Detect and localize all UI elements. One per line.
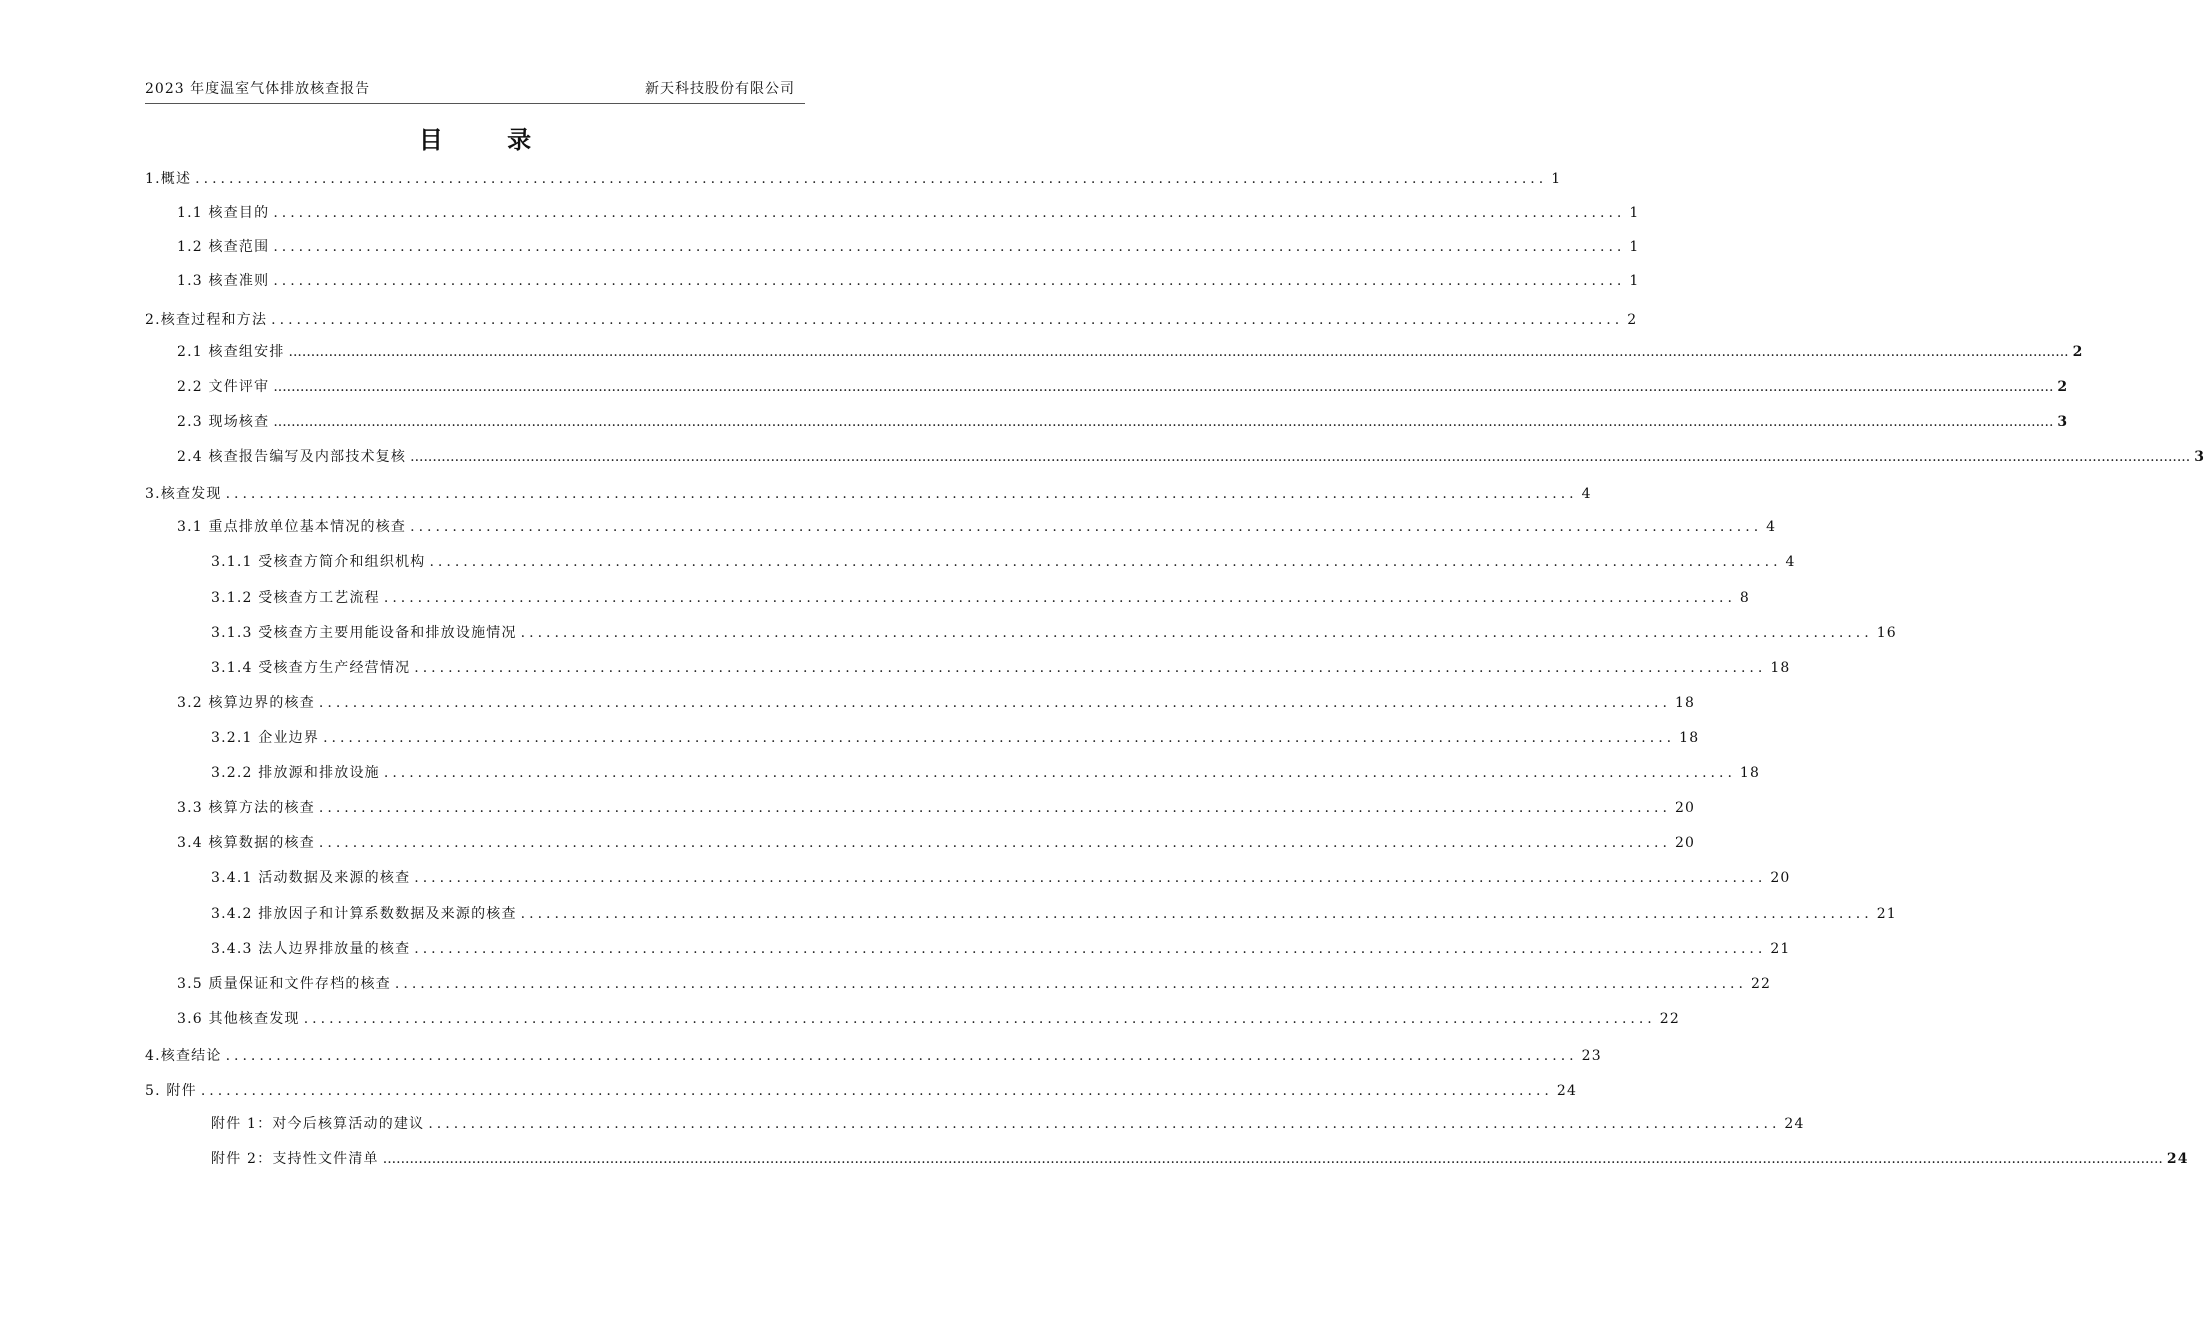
toc-entry[interactable] — [0, 1147, 2189, 1171]
toc-entry-label: 2.2 文件评审 — [177, 379, 270, 395]
toc-entry-label: 3.1.2 受核查方工艺流程 — [211, 590, 380, 606]
toc-entry-label: 2.4 核查报告编写及内部技术复核 — [177, 449, 407, 465]
toc-dot-leader: ................................................................................................................................................................................................................................................................................................................................................................................................................ — [273, 414, 2054, 430]
toc-entry-label: 2.1 核查组安排 — [177, 344, 285, 360]
toc-entry[interactable] — [0, 235, 1640, 259]
toc-entry-label: 附件 2：支持性文件清单 — [211, 1151, 379, 1167]
toc-entry-label: 3.1 重点排放单位基本情况的核查 — [177, 519, 407, 535]
toc-entry-label: 3.1.4 受核查方生产经营情况 — [211, 660, 411, 676]
toc-entry-page: 1 — [1629, 273, 1640, 289]
toc-dot-leader: ................................................................................................................................................................ — [394, 976, 1747, 992]
toc-entry-label: 3.5 质量保证和文件存档的核查 — [177, 976, 391, 992]
toc-dot-leader: ................................................................................................................................................................ — [318, 800, 1671, 816]
toc-dot-leader: ................................................................................................................................................................ — [318, 695, 1671, 711]
toc-entry-label: 3.4.3 法人边界排放量的核查 — [211, 941, 411, 957]
toc-entry-page: 18 — [1674, 695, 1696, 711]
toc-entry-page: 22 — [1659, 1011, 1680, 1027]
toc-dot-leader: ................................................................................................................................................................ — [414, 660, 1767, 676]
toc-entry[interactable] — [0, 375, 2069, 399]
toc-entry-page: 2 — [1627, 312, 1638, 328]
toc-entry-label: 1.3 核查准则 — [177, 273, 270, 289]
toc-entry[interactable] — [0, 691, 1696, 715]
toc-entry-page: 4 — [1766, 519, 1777, 535]
toc-dot-leader: ................................................................................................................................................................ — [318, 835, 1671, 851]
toc-dot-leader: ................................................................................................................................................................................................................................................................................................................................................................................................................ — [410, 449, 2191, 465]
toc-dot-leader: ................................................................................................................................................................ — [323, 730, 1676, 746]
toc-entry-label: 3.1.3 受核查方主要用能设备和排放设施情况 — [211, 625, 517, 641]
toc-entry[interactable] — [0, 482, 1592, 506]
toc-entry-page: 16 — [1876, 625, 1897, 641]
toc-dot-leader: ................................................................................................................................................................ — [414, 941, 1767, 957]
toc-dot-leader: ................................................................................................................................................................................................................................................................................................................................................................................................................ — [273, 379, 2054, 395]
toc-entry[interactable] — [0, 1007, 1680, 1031]
toc-entry[interactable] — [0, 269, 1640, 293]
toc-entry[interactable] — [0, 1044, 1602, 1068]
toc-entry-label: 2.核查过程和方法 — [145, 312, 268, 328]
toc-entry[interactable] — [0, 515, 1777, 539]
toc-entry-label: 3.4.1 活动数据及来源的核查 — [211, 870, 411, 886]
toc-entry-page: 4 — [1581, 486, 1592, 502]
toc-entry-page: 8 — [1739, 590, 1751, 606]
toc-dot-leader: ................................................................................................................................................................ — [273, 205, 1626, 221]
toc-entry-label: 1.2 核查范围 — [177, 239, 270, 255]
toc-entry-page: 21 — [1770, 941, 1791, 957]
toc-entry[interactable] — [0, 796, 1696, 820]
toc-dot-leader: ................................................................................................................................................................ — [429, 554, 1782, 570]
toc-entry[interactable] — [0, 656, 1791, 680]
toc-entry[interactable] — [0, 340, 2084, 364]
toc-entry-page: 2 — [2072, 344, 2084, 360]
toc-dot-leader: ................................................................................................................................................................ — [271, 312, 1624, 328]
toc-entry[interactable] — [0, 550, 1796, 574]
toc-entry-page: 20 — [1770, 870, 1791, 886]
toc-entry-label: 3.核查发现 — [145, 486, 222, 502]
toc-dot-leader: ................................................................................................................................................................ — [428, 1116, 1781, 1132]
toc-entry-label: 3.6 其他核查发现 — [177, 1011, 300, 1027]
header-divider — [145, 103, 805, 104]
toc-dot-leader: ................................................................................................................................................................ — [520, 625, 1873, 641]
toc-entry-page: 3 — [2194, 449, 2205, 465]
toc-entry[interactable] — [0, 902, 1897, 926]
toc-entry-label: 3.2.2 排放源和排放设施 — [211, 765, 380, 781]
toc-entry[interactable] — [0, 761, 1761, 785]
toc-entry-label: 1.概述 — [145, 171, 192, 187]
toc-entry-page: 2 — [2057, 379, 2069, 395]
toc-entry[interactable] — [0, 308, 1638, 332]
toc-dot-leader: ................................................................................................................................................................ — [225, 1048, 1578, 1064]
toc-entry[interactable] — [0, 201, 1640, 225]
toc-dot-leader: ................................................................................................................................................................................................................................................................................................................................................................................................................ — [288, 344, 2069, 360]
toc-entry-page: 24 — [1784, 1116, 1805, 1132]
toc-entry[interactable] — [0, 866, 1791, 890]
header-report-title: 2023 年度温室气体排放核查报告 — [145, 81, 371, 97]
header-company-name: 新天科技股份有限公司 — [645, 81, 795, 97]
toc-dot-leader: ................................................................................................................................................................ — [414, 870, 1767, 886]
toc-entry[interactable] — [0, 726, 1700, 750]
toc-entry-label: 3.1.1 受核查方简介和组织机构 — [211, 554, 426, 570]
toc-entry-page: 21 — [1876, 906, 1897, 922]
toc-entry-label: 1.1 核查目的 — [177, 205, 270, 221]
toc-entry[interactable] — [0, 937, 1791, 961]
toc-entry-page: 1 — [1551, 171, 1562, 187]
toc-entry[interactable] — [0, 831, 1696, 855]
toc-dot-leader: ................................................................................................................................................................ — [383, 590, 1736, 606]
toc-entry[interactable] — [0, 167, 1562, 191]
toc-entry-label: 3.4 核算数据的核查 — [177, 835, 315, 851]
toc-dot-leader: ................................................................................................................................................................ — [273, 239, 1626, 255]
toc-title: 目 录 — [418, 125, 560, 154]
toc-entry-page: 23 — [1581, 1048, 1602, 1064]
toc-entry[interactable] — [0, 972, 1772, 996]
toc-entry-label: 3.2 核算边界的核查 — [177, 695, 315, 711]
toc-entry-page: 24 — [2166, 1151, 2189, 1167]
toc-dot-leader: ................................................................................................................................................................ — [273, 273, 1626, 289]
toc-entry-page: 1 — [1629, 205, 1640, 221]
toc-entry-page: 24 — [1556, 1083, 1578, 1099]
toc-entry-page: 18 — [1679, 730, 1700, 746]
toc-entry-label: 附件 1：对今后核算活动的建议 — [211, 1116, 425, 1132]
toc-entry-page: 3 — [2057, 414, 2069, 430]
toc-dot-leader: ................................................................................................................................................................................................................................................................................................................................................................................................................ — [382, 1151, 2163, 1167]
toc-dot-leader: ................................................................................................................................................................ — [225, 486, 1578, 502]
toc-dot-leader: ................................................................................................................................................................ — [200, 1083, 1553, 1099]
toc-entry-page: 1 — [1629, 239, 1640, 255]
toc-entry-label: 2.3 现场核查 — [177, 414, 270, 430]
toc-entry-label: 5. 附件 — [145, 1083, 197, 1099]
toc-dot-leader: ................................................................................................................................................................ — [303, 1011, 1656, 1027]
toc-dot-leader: ................................................................................................................................................................ — [383, 765, 1736, 781]
toc-entry-page: 18 — [1770, 660, 1791, 676]
toc-dot-leader: ................................................................................................................................................................ — [520, 906, 1873, 922]
toc-entry-page: 20 — [1674, 800, 1696, 816]
toc-entry-page: 18 — [1739, 765, 1761, 781]
page-header — [145, 78, 795, 100]
toc-dot-leader: ................................................................................................................................................................ — [195, 171, 1548, 187]
toc-entry[interactable] — [0, 586, 1751, 610]
toc-entry[interactable] — [0, 621, 1897, 645]
toc-entry-page: 4 — [1785, 554, 1796, 570]
toc-entry-label: 3.4.2 排放因子和计算系数数据及来源的核查 — [211, 906, 517, 922]
toc-dot-leader: ................................................................................................................................................................ — [410, 519, 1763, 535]
toc-entry-label: 3.2.1 企业边界 — [211, 730, 320, 746]
toc-entry-label: 3.3 核算方法的核查 — [177, 800, 315, 816]
toc-entry[interactable] — [0, 445, 2205, 469]
toc-entry[interactable] — [0, 410, 2069, 434]
toc-entry-page: 20 — [1674, 835, 1696, 851]
toc-entry-label: 4.核查结论 — [145, 1048, 222, 1064]
toc-entry[interactable] — [0, 1112, 1805, 1136]
toc-entry-page: 22 — [1750, 976, 1772, 992]
toc-entry[interactable] — [0, 1079, 1578, 1103]
